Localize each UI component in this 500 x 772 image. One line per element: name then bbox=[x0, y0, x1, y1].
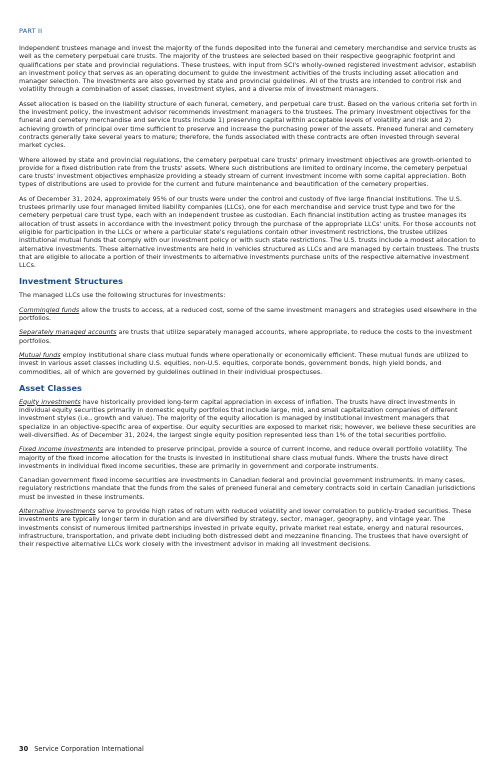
text-equity: have historically provided long-term capital appreciation in excess of inflation. The trusts have direct investments in individual equity securities primarily in domestic equity portfolios that include large, mid, and small capitalization companies of different investment styles (i.e., growth and value). The majority of the equity allocation is managed by institutional investment managers that specialize in an objective-specific area of expertise. Our equity securities are exposed to market risk; however, we believe these securities are well-diversified. As of December 31, 2024, the largest single equity position represented less than 1% of the total securities portfolio. bbox=[19, 397, 476, 439]
paragraph-equity bbox=[19, 398, 482, 439]
paragraph-mutual-funds bbox=[19, 351, 482, 376]
heading-asset-classes: Asset Classes bbox=[19, 382, 82, 393]
part-label: PART II bbox=[19, 27, 43, 35]
text-commingled-funds: allow the trusts to access, at a reduced cost, some of the same investment managers and strategies used elsewhere in the portfolios. bbox=[19, 305, 477, 323]
paragraph-custody: As of December 31, 2024, approximately 95% of our trusts were under the control and custody of five large financial institutions. The U.S. trustees primarily use four managed limited liability companies (LLCs), one for each merchandise and service trust type and two for the cemetery perpetual care trust type, each with an independent trustee as custodian. Each financial institution acting as trustee manages its allocation of trust assets in accordance with the investment policy through the purchase of the appropriate LLCs' units. For those accounts not eligible for participation in the LLCs or where a particular state's regulations contain other investment restrictions, the trustee utilizes institutional mutual funds that comply with our investment policy or with such state restrictions. The U.S. trusts include a modest allocation to alternative investments. These alternative investments are held in vehicles structured as LLCs and are managed by certain trustees. The trusts that are eligible to allocate a portion of their investments to alternative investments purchase units of the respective alternative investment LLCs. bbox=[19, 194, 480, 270]
paragraph-fixed-income bbox=[19, 445, 482, 470]
page-content bbox=[19, 27, 482, 555]
term-commingled-funds: Commingled funds bbox=[19, 305, 80, 314]
page-footer bbox=[19, 745, 144, 753]
paragraph-perpetual-care: Where allowed by state and provincial regulations, the cemetery perpetual care trusts' primary investment objectives are growth-oriented to provide for a fixed distribution rate from the trusts' assets. Where such distributions are limited to ordinary income, the cemetery perpetual care trusts' investment objectives emphasize providing a steady stream of current investment income with some capital appreciation. Both types of distributions are used to provide for the current and future maintenance and beautification of the cemetery properties. bbox=[19, 155, 472, 189]
heading-investment-structures: Investment Structures bbox=[19, 276, 123, 287]
text-alternative: serve to provide high rates of return with reduced volatility and lower correlation to publicly-traded securities. These investments are typically longer term in duration and are diversified by strategy, sector, manager, geography, and vintage year. The investments consist of numerous limited partnerships invested in private equity, private market real estate, energy and natural resources, infrastructure, transportation, and private debt including both distressed debt and mezzanine financing. The trustees that have oversight of their respective alternative LLCs work closely with the investment advisor in making all investment decisions. bbox=[19, 507, 472, 549]
text-fixed-income: are intended to preserve principal, provide a source of current income, and reduce overall portfolio volatility. The majority of the fixed income allocation for the trusts is invested in institutional share class mutual funds. Where the trusts have direct investments in individual fixed income securities, these are primarily in government and corporate instruments. bbox=[19, 445, 468, 470]
term-alternative-investments: Alternative investments bbox=[19, 507, 96, 516]
paragraph-separately-managed bbox=[19, 328, 482, 345]
term-fixed-income-investments: Fixed income investments bbox=[19, 445, 104, 454]
paragraph-trustees: Independent trustees manage and invest the majority of the funds deposited into the funeral and cemetery merchandise and service trusts as well as the cemetery perpetual care trusts. The majority of the trustees are selected based on their respective geographic footprint and qualifications per state and provincial regulations. These trustees, with input from SCI's wholly-owned registered investment advisor, establish an investment policy that serves as an operating document to guide the investment activities of the trusts including asset allocation and manager selection. The investments are also governed by state and provincial guidelines. All of the trusts are intended to control risk and volatility through a combination of asset classes, investment styles, and a diverse mix of investment managers. bbox=[19, 44, 477, 94]
paragraph-commingled-funds bbox=[19, 306, 482, 323]
paragraph-structures-lead: The managed LLCs use the following structures for investments: bbox=[19, 291, 226, 300]
paragraph-asset-allocation: Asset allocation is based on the liability structure of each funeral, cemetery, and perpetual care trust. Based on the various criteria set forth in the investment policy, the investment advisor recommends investment managers to the trustees. The primary investment objectives for the funeral and cemetery merchandise and service trusts include 1) preserving capital within acceptable levels of volatility and risk and 2) achieving growth of principal over time sufficient to preserve and increase the purchasing power of the assets. Preneed funeral and cemetery contracts generally take several years to mature; therefore, the funds associated with these contracts are often invested through several market cycles. bbox=[19, 99, 477, 150]
term-equity-investments: Equity investments bbox=[19, 397, 81, 406]
paragraph-canadian: Canadian government fixed income securities are investments in Canadian federal and provincial government instruments. In many cases, regulatory restrictions mandate that the funds from the sales of preneed funeral and cemetery contracts sold in certain Canadian jurisdictions must be invested in these instruments. bbox=[19, 476, 476, 501]
page-number: 30 bbox=[19, 745, 29, 753]
company-name: Service Corporation International bbox=[34, 745, 144, 753]
text-separately-managed: are trusts that utilize separately managed accounts, where appropriate, to reduce the costs to the investment portfolios. bbox=[19, 328, 472, 345]
paragraph-alternative bbox=[19, 507, 482, 548]
term-separately-managed-accounts: Separately managed accounts bbox=[19, 328, 117, 337]
term-mutual-funds: Mutual funds bbox=[19, 350, 61, 359]
text-mutual-funds: employ institutional share class mutual funds where operationally or economically efficient. These mutual funds are utilized to invest in various asset classes including U.S. equities, non-U.S. equities, corporate bonds, government bonds, high yield bonds, and commodities, all of which are governed by guidelines outlined in their individual prospectuses. bbox=[19, 350, 469, 376]
